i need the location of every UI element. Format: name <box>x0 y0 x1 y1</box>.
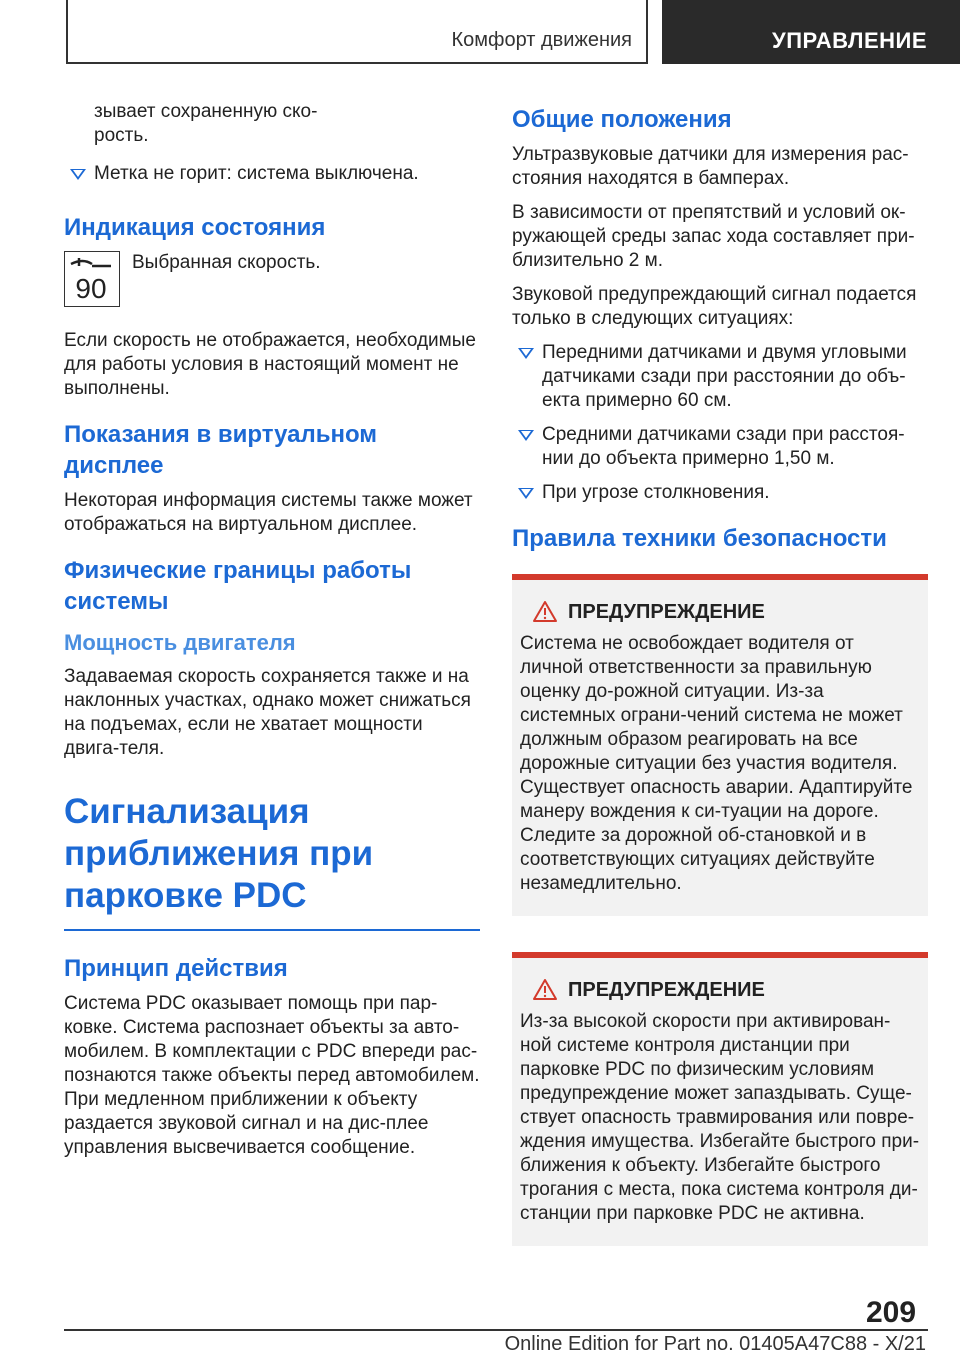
warning-title-row <box>520 976 920 1004</box>
left-column <box>64 100 480 1170</box>
principle-text: Система PDC оказывает помощь при пар-ковке. Система распознает объекты за авто-мобилем. В комплектации с PDC впереди рас-познаются также объекты перед автомобилем. При медленном приближении к объекту раздается звуковой сигнал и на дис-плее управления высвечивается сообщение. <box>64 992 480 1158</box>
bullet-triangle-icon <box>518 488 534 499</box>
page-number: 209 <box>866 1296 917 1329</box>
pdc-chapter-title: Сигнализация приближения при парковке PDC <box>64 792 374 915</box>
status-icon-row <box>64 251 480 315</box>
engine-power-subheading: Мощность двигателя <box>64 630 296 655</box>
header-section-title: Комфорт движения <box>451 29 632 51</box>
safety-heading: Правила техники безопасности <box>512 525 887 552</box>
warning-text: Из-за высокой скорости при активирован-ной системе контроля дистанции при парковке PDC по физическим условиям предупреждение может запаздывать. Суще-ствует опасность травмирования или повре-ждения имущества. Избегайте быстрого при-ближения к объекту. Избегайте быстрого трогания с места, пока система контроля ди-станции при парковке PDC не активна. <box>520 1011 920 1224</box>
footer-divider <box>64 1329 928 1331</box>
general-paragraph-3: Звуковой предупреждающий сигнал подается только в следующих ситуациях: <box>512 284 917 329</box>
bullet-indicator-off <box>64 162 480 186</box>
bullet-triangle-icon <box>518 348 534 359</box>
list-item <box>512 423 928 471</box>
warning-triangle-icon <box>532 600 558 623</box>
status-icon-text: Выбранная скорость. <box>132 252 321 273</box>
header-chapter-title: УПРАВЛЕНИЕ <box>772 28 927 53</box>
bullet-text: Передними датчиками и двумя угловыми датчиками сзади при расстоянии до объ-екта примерно 60 см. <box>542 342 907 411</box>
bullet-text: При угрозе столкновения. <box>542 482 770 503</box>
list-item <box>512 341 928 413</box>
virtual-display-text: Некоторая информация системы также может отображаться на виртуальном дисплее. <box>64 490 473 535</box>
warning-text: Система не освобождает водителя от личной ответственности за правильную оценку до-рожной ситуации. Из-за системных ограни-чений система не может должным образом реагировать на все дорожные ситуации без участия водителя. Существует опасность аварии. Адаптируйте манеру вождения к си-туации на дороге. Следите за дорожной об-становкой и в соответствующих ситуациях действуйте незамедлительно. <box>520 633 913 894</box>
general-heading: Общие положения <box>512 106 732 133</box>
header-chapter-tab <box>662 0 960 64</box>
footer-edition: Online Edition for Part no. 01405A47C88 - X/21 <box>504 1333 926 1355</box>
list-item <box>512 481 928 505</box>
warning-triangle-icon <box>532 978 558 1001</box>
status-heading: Индикация состояния <box>64 214 326 241</box>
right-column <box>512 104 928 1246</box>
limits-heading: Физические границы работы системы <box>64 557 412 615</box>
status-note: Если скорость не отображается, необходимые для работы условия в настоящий момент не выполнены. <box>64 330 476 399</box>
warning-title: ПРЕДУПРЕЖДЕНИЕ <box>568 601 765 623</box>
bullet-text: Средними датчиками сзади при расстоя-нии до объекта примерно 1,50 м. <box>542 424 905 469</box>
warning-box <box>512 952 928 1246</box>
warning-box <box>512 574 928 916</box>
speed-indicator-icon <box>64 251 120 307</box>
virtual-display-heading: Показания в виртуальном дисплее <box>64 421 378 479</box>
bullet-text: Метка не горит: система выключена. <box>94 163 419 184</box>
header-section-tab <box>66 0 648 64</box>
speed-icon-number: 90 <box>75 273 107 304</box>
bullet-triangle-icon <box>518 430 534 441</box>
engine-power-text: Задаваемая скорость сохраняется также и на наклонных участках, однако может снижаться на подъемах, если не хватает мощности двига-теля. <box>64 666 471 759</box>
title-divider <box>64 929 480 931</box>
warning-title-row <box>520 598 920 626</box>
continued-line-1: зывает сохраненную ско- <box>94 101 318 122</box>
principle-heading: Принцип действия <box>64 954 288 982</box>
continued-text <box>64 100 480 148</box>
general-paragraph-1: Ультразвуковые датчики для измерения рас-стояния находятся в бамперах. <box>512 144 909 189</box>
bullet-triangle-icon <box>70 169 86 180</box>
general-paragraph-2: В зависимости от препятствий и условий ок-ружающей среды запас хода составляет при-близительно 2 м. <box>512 202 915 271</box>
continued-line-2: рость. <box>94 125 149 146</box>
warning-title: ПРЕДУПРЕЖДЕНИЕ <box>568 979 765 1001</box>
